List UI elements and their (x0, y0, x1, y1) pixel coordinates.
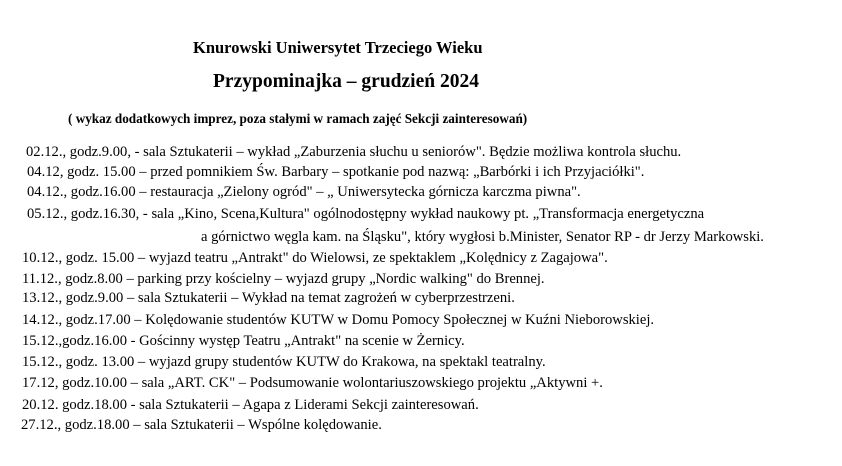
list-item: 14.12., godz.17.00 – Kolędowanie studentów KUTW w Domu Pomocy Społecznej w Kuźni Nieborowskiej. (22, 312, 655, 328)
list-item: 17.12, godz.10.00 – sala „ART. CK" – Podsumowanie wolontariuszowskiego projektu „Aktywni +. (22, 375, 603, 391)
list-item: 20.12. godz.18.00 - sala Sztukaterii – Agapa z Liderami Sekcji zainteresowań. (22, 397, 479, 413)
list-item: 13.12., godz.9.00 – sala Sztukaterii – Wykład na temat zagrożeń w cyberprzestrzeni. (22, 290, 515, 306)
list-item: 10.12., godz. 15.00 – wyjazd teatru „Antrakt" do Wielowsi, ze spektaklem „Kolędnicy z Zagajowa". (22, 250, 608, 266)
list-item: 15.12., godz. 13.00 – wyjazd grupy studentów KUTW do Krakowa, na spektakl teatralny. (22, 354, 546, 370)
list-item: 15.12.,godz.16.00 - Gościnny występ Teatru „Antrakt" na scenie w Żernicy. (22, 333, 465, 349)
page-subtitle: ( wykaz dodatkowych imprez, poza stałymi w ramach zajęć Sekcji zainteresowań) (68, 111, 528, 126)
page-title: Przypominajka – grudzień 2024 (213, 71, 479, 92)
list-item: 02.12., godz.9.00, - sala Sztukaterii – wykład „Zaburzenia słuchu u seniorów". Będzie możliwa kontrola słuchu. (26, 144, 682, 160)
organization-heading: Knurowski Uniwersytet Trzeciego Wieku (193, 38, 483, 57)
list-item-continuation: a górnictwo węgla kam. na Śląsku", który wygłosi b.Minister, Senator RP - dr Jerzy Markowski. (201, 229, 764, 245)
list-item: 05.12., godz.16.30, - sala „Kino, Scena,Kultura" ogólnodostępny wykład naukowy pt. „Transformacja energetyczna (27, 206, 705, 222)
list-item: 04.12, godz. 15.00 – przed pomnikiem Św. Barbary – spotkanie pod nazwą: „Barbórki i ich Przyjaciółki". (27, 164, 645, 180)
list-item: 27.12., godz.18.00 – sala Sztukaterii – Wspólne kolędowanie. (21, 417, 382, 433)
list-item: 04.12., godz.16.00 – restauracja „Zielony ogród" – „ Uniwersytecka górnicza karczma piwna". (27, 184, 581, 200)
list-item: 11.12., godz.8.00 – parking przy kościelny – wyjazd grupy „Nordic walking" do Brennej. (22, 271, 545, 287)
